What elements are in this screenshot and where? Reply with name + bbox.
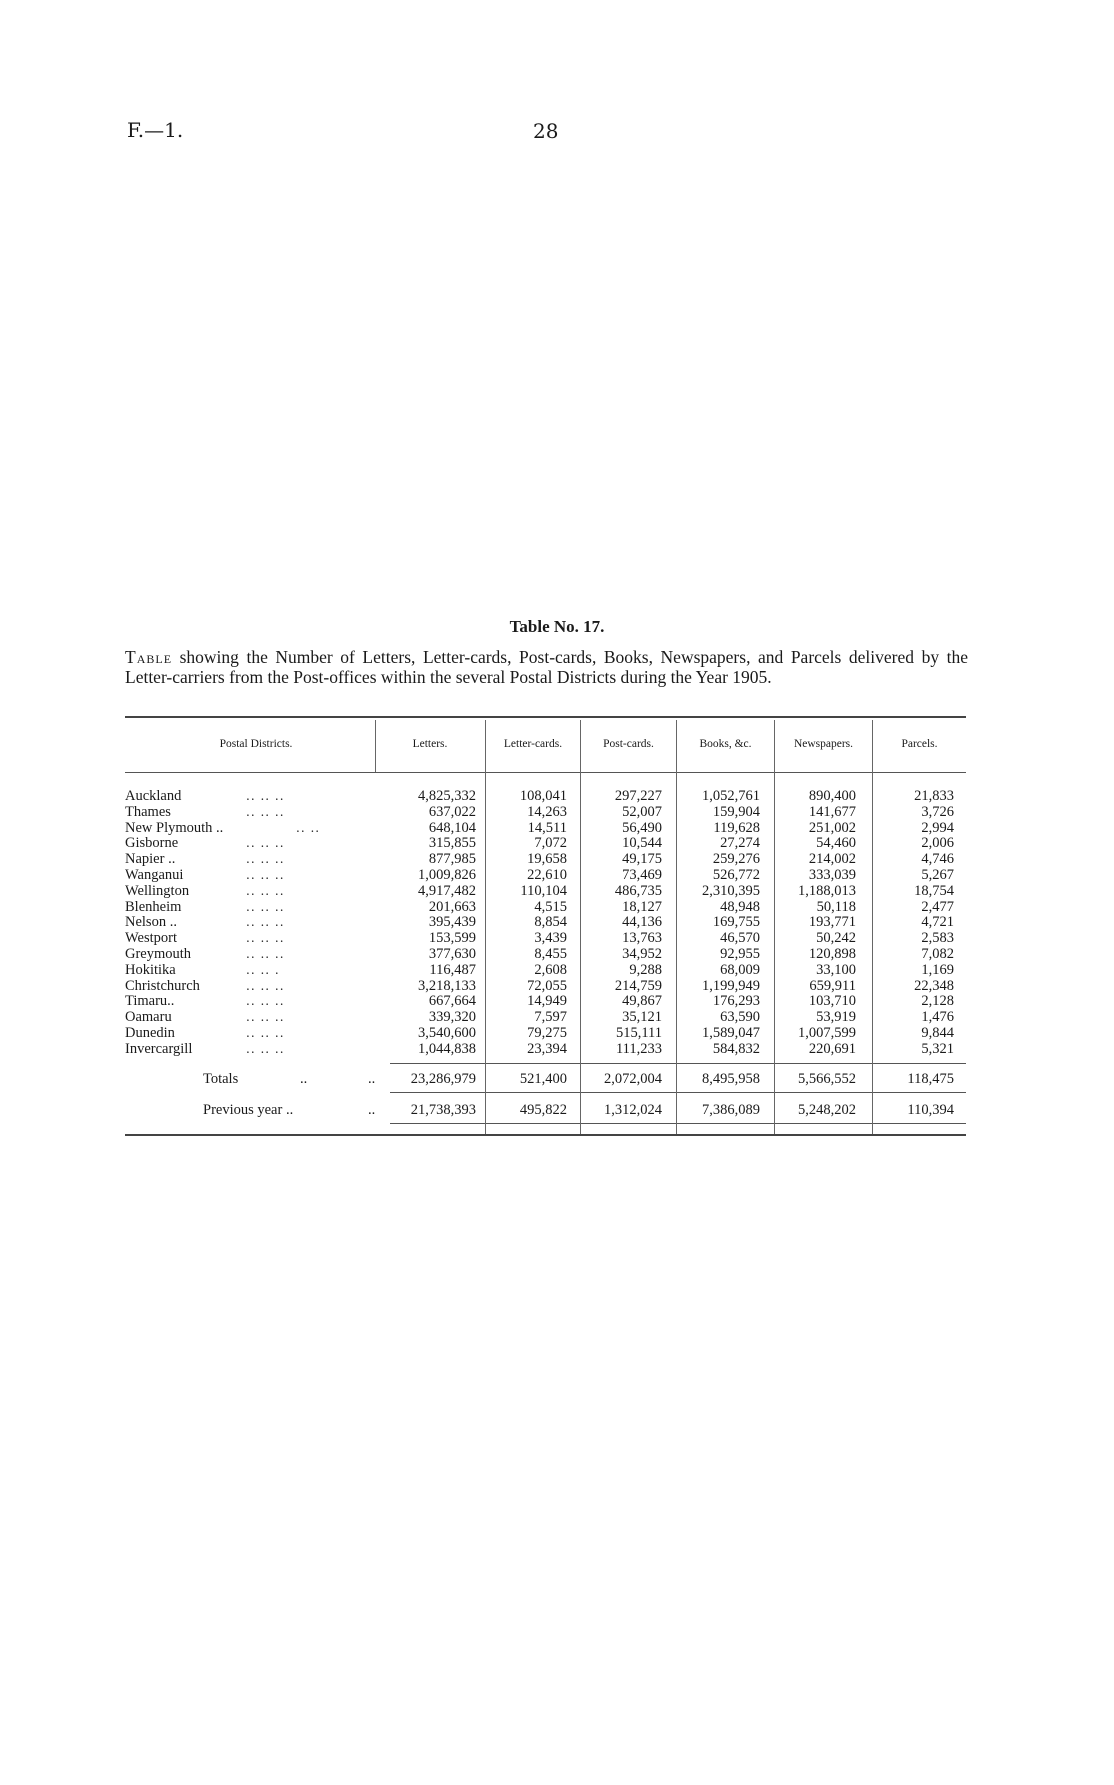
district-name: Dunedin — [125, 1025, 175, 1041]
totals-letters: 23,286,979 — [410, 1071, 476, 1087]
leader-dots: .. .. .. — [246, 868, 285, 882]
post-cards-value: 18,127 — [622, 898, 662, 915]
post-cards-value: 111,233 — [615, 1040, 662, 1057]
parcels-value: 4,746 — [921, 851, 954, 868]
caption-text: showing the Number of Letters, Letter-cards, Post-cards, Books, Newspapers, and Parcels delivered by the Letter-carriers from the Post-offices within the several Postal Districts during the Year 1905. — [125, 647, 969, 687]
books-value: 119,628 — [713, 819, 760, 836]
parcels-value: 3,726 — [921, 803, 954, 820]
table-row — [0, 805, 1114, 821]
table-row — [0, 852, 1114, 868]
leader-dots: .. .. .. — [246, 852, 285, 867]
leader-dots: .. .. .. — [246, 789, 285, 803]
books-value: 159,904 — [712, 803, 760, 820]
page-number: 28 — [533, 119, 559, 143]
parcels-value: 1,476 — [921, 1009, 954, 1026]
newspapers-value: 53,919 — [816, 1009, 856, 1026]
books-value: 48,948 — [720, 898, 760, 915]
district-name: Gisborne — [125, 835, 179, 852]
leader-dots: .. .. . — [246, 962, 280, 977]
books-value: 63,590 — [720, 1009, 760, 1026]
parcels-value: 2,583 — [921, 930, 954, 947]
district-name: Nelson .. — [125, 914, 177, 931]
newspapers-value: 33,100 — [816, 961, 856, 978]
newspapers-value: 214,002 — [808, 851, 856, 868]
leader-dots: .. .. .. — [246, 836, 285, 851]
letters-value: 1,044,838 — [418, 1040, 476, 1057]
letter-cards-value: 14,511 — [527, 819, 567, 836]
leader-dots: .. .. .. — [246, 915, 285, 930]
post-cards-value: 13,763 — [622, 930, 662, 947]
table-row — [0, 915, 1114, 931]
leader-dots: .. .. .. — [246, 804, 285, 819]
letters-value: 637,022 — [428, 803, 476, 820]
letter-cards-value: 7,597 — [534, 1009, 567, 1026]
totals-bottom-rule — [390, 1092, 966, 1093]
leader-dots: .. .. .. — [246, 899, 285, 914]
parcels-value: 9,844 — [921, 1025, 954, 1041]
district-name: New Plymouth .. — [125, 819, 224, 836]
district-name: Christchurch — [125, 977, 200, 994]
parcels-value: 2,477 — [921, 898, 954, 915]
letters-value: 1,009,826 — [418, 867, 476, 883]
district-name: Napier .. — [125, 851, 176, 868]
previous-post-cards: 1,312,024 — [604, 1102, 662, 1118]
parcels-value: 22,348 — [914, 977, 954, 994]
letter-cards-value: 14,949 — [527, 993, 567, 1010]
newspapers-value: 50,242 — [816, 930, 856, 947]
books-value: 68,009 — [720, 961, 760, 978]
post-cards-value: 73,469 — [622, 867, 662, 883]
letter-cards-value: 23,394 — [527, 1040, 567, 1057]
letter-cards-value: 108,041 — [519, 788, 567, 804]
books-value: 259,276 — [712, 851, 760, 868]
post-cards-value: 56,490 — [622, 819, 662, 836]
parcels-value: 21,833 — [914, 788, 954, 804]
newspapers-value: 890,400 — [808, 788, 856, 804]
post-cards-value: 9,288 — [629, 961, 662, 978]
table-caption — [125, 647, 968, 687]
parcels-value: 2,994 — [921, 819, 954, 836]
table-row — [0, 868, 1114, 884]
letter-cards-value: 7,072 — [534, 835, 567, 852]
district-name: Hokitika — [125, 961, 176, 978]
post-cards-value: 486,735 — [614, 882, 662, 899]
post-cards-value: 49,867 — [622, 993, 662, 1010]
district-name: Timaru.. — [125, 993, 175, 1010]
totals-row — [0, 1069, 1114, 1089]
leader-dots: .. .. .. — [246, 1041, 285, 1056]
post-cards-value: 52,007 — [622, 803, 662, 820]
letter-cards-value: 3,439 — [534, 930, 567, 947]
newspapers-value: 333,039 — [808, 867, 856, 883]
letter-cards-value: 79,275 — [527, 1025, 567, 1041]
letter-cards-value: 8,455 — [534, 946, 567, 962]
newspapers-value: 50,118 — [816, 898, 856, 915]
books-value: 176,293 — [712, 993, 760, 1010]
letter-cards-value: 14,263 — [527, 803, 567, 820]
newspapers-value: 1,188,013 — [798, 882, 856, 899]
newspapers-value: 120,898 — [808, 946, 856, 962]
books-value: 526,772 — [712, 867, 760, 883]
column-header-letter-cards: Letter-cards. — [503, 738, 563, 750]
leader-dots: .. .. .. — [246, 947, 285, 961]
letters-value: 3,540,600 — [418, 1025, 476, 1041]
table-row — [0, 994, 1114, 1010]
letters-value: 4,917,482 — [418, 882, 476, 899]
totals-post-cards: 2,072,004 — [604, 1071, 662, 1087]
letters-value: 116,487 — [429, 961, 476, 978]
table-bottom-rule — [125, 1134, 966, 1136]
letters-value: 315,855 — [428, 835, 476, 852]
totals-top-rule — [390, 1063, 966, 1064]
letter-cards-value: 8,854 — [534, 914, 567, 931]
letters-value: 201,663 — [428, 898, 476, 915]
leader-dots: .. .. .. — [246, 883, 285, 898]
books-value: 169,755 — [712, 914, 760, 931]
totals-books: 8,495,958 — [702, 1071, 760, 1087]
post-cards-value: 214,759 — [614, 977, 662, 994]
newspapers-value: 220,691 — [808, 1040, 856, 1057]
letters-value: 395,439 — [428, 914, 476, 931]
books-value: 1,589,047 — [702, 1025, 760, 1041]
books-value: 27,274 — [720, 835, 760, 852]
letter-cards-value: 72,055 — [527, 977, 567, 994]
letter-cards-value: 110,104 — [520, 882, 567, 899]
previous-books: 7,386,089 — [702, 1102, 760, 1118]
leader-dots: .. — [300, 1071, 308, 1087]
leader-dots: .. — [368, 1071, 376, 1087]
letter-cards-value: 19,658 — [527, 851, 567, 868]
caption-lead: Table — [125, 647, 173, 667]
books-value: 1,052,761 — [702, 788, 760, 804]
district-name: Greymouth — [125, 946, 192, 962]
district-name: Oamaru — [125, 1009, 172, 1026]
parcels-value: 1,169 — [921, 961, 954, 978]
letters-value: 377,630 — [428, 946, 476, 962]
letters-value: 648,104 — [428, 819, 476, 836]
district-name: Invercargill — [125, 1040, 193, 1057]
letters-value: 339,320 — [428, 1009, 476, 1026]
previous-parcels: 110,394 — [907, 1102, 954, 1118]
column-header-district: Postal Districts. — [219, 738, 293, 750]
post-cards-value: 297,227 — [614, 788, 662, 804]
parcels-value: 18,754 — [914, 882, 954, 899]
parcels-value: 4,721 — [921, 914, 954, 931]
post-cards-value: 34,952 — [622, 946, 662, 962]
column-header-letters: Letters. — [412, 738, 448, 750]
column-header-books: Books, &c. — [699, 738, 752, 750]
district-name: Wanganui — [125, 867, 184, 883]
district-name: Blenheim — [125, 898, 182, 915]
post-cards-value: 44,136 — [622, 914, 662, 931]
letter-cards-value: 22,610 — [527, 867, 567, 883]
district-name: Auckland — [125, 788, 182, 804]
newspapers-value: 193,771 — [808, 914, 856, 931]
table-row — [0, 1026, 1114, 1042]
table-row — [0, 900, 1114, 916]
previous-letter-cards: 495,822 — [519, 1102, 567, 1118]
post-cards-value: 49,175 — [622, 851, 662, 868]
books-value: 1,199,949 — [702, 977, 760, 994]
letters-value: 667,664 — [428, 993, 476, 1010]
previous-bottom-rule — [390, 1123, 966, 1124]
letter-cards-value: 4,515 — [534, 898, 567, 915]
leader-dots: .. — [368, 1102, 376, 1118]
header-bottom-rule — [125, 772, 966, 773]
newspapers-value: 54,460 — [816, 835, 856, 852]
previous-newspapers: 5,248,202 — [798, 1102, 856, 1118]
books-value: 92,955 — [720, 946, 760, 962]
leader-dots: .. .. .. — [246, 1010, 285, 1025]
table-row — [0, 979, 1114, 995]
table-row — [0, 1042, 1114, 1058]
parcels-value: 5,321 — [921, 1040, 954, 1057]
post-cards-value: 35,121 — [622, 1009, 662, 1026]
newspapers-value: 1,007,599 — [798, 1025, 856, 1041]
leader-dots: .. .. .. — [246, 994, 285, 1009]
totals-letter-cards: 521,400 — [519, 1071, 567, 1087]
column-header-post-cards: Post-cards. — [603, 738, 654, 750]
leader-dots: .. .. — [296, 820, 321, 835]
totals-parcels: 118,475 — [907, 1071, 954, 1087]
totals-label: Totals — [203, 1071, 239, 1087]
previous-year-label: Previous year .. — [203, 1102, 294, 1118]
parcels-value: 7,082 — [921, 946, 954, 962]
table-row — [0, 884, 1114, 900]
district-name: Thames — [125, 803, 171, 820]
totals-newspapers: 5,566,552 — [798, 1071, 856, 1087]
newspapers-value: 251,002 — [808, 819, 856, 836]
books-value: 584,832 — [712, 1040, 760, 1057]
newspapers-value: 103,710 — [808, 993, 856, 1010]
newspapers-value: 141,677 — [808, 803, 856, 820]
post-cards-value: 515,111 — [615, 1025, 662, 1041]
letters-value: 4,825,332 — [418, 788, 476, 804]
letter-cards-value: 2,608 — [534, 961, 567, 978]
post-cards-value: 10,544 — [622, 835, 662, 852]
table-row — [0, 947, 1114, 963]
district-name: Westport — [125, 930, 177, 947]
letters-value: 3,218,133 — [418, 977, 476, 994]
previous-year-row — [0, 1100, 1114, 1120]
leader-dots: .. .. .. — [246, 1026, 285, 1040]
table-row — [0, 821, 1114, 837]
letters-value: 877,985 — [428, 851, 476, 868]
previous-letters: 21,738,393 — [410, 1102, 476, 1118]
table-row — [0, 836, 1114, 852]
table-row — [0, 789, 1114, 805]
table-row — [0, 1010, 1114, 1026]
document-reference: F.—1. — [127, 118, 184, 142]
books-value: 46,570 — [720, 930, 760, 947]
newspapers-value: 659,911 — [809, 977, 856, 994]
parcels-value: 5,267 — [921, 867, 954, 883]
column-header-parcels: Parcels. — [901, 738, 938, 750]
letters-value: 153,599 — [428, 930, 476, 947]
table-title: Table No. 17. — [509, 617, 605, 636]
parcels-value: 2,006 — [921, 835, 954, 852]
district-name: Wellington — [125, 882, 190, 899]
table-row — [0, 963, 1114, 979]
parcels-value: 2,128 — [921, 993, 954, 1010]
table-row — [0, 931, 1114, 947]
leader-dots: .. .. .. — [246, 978, 285, 993]
column-header-newspapers: Newspapers. — [793, 738, 854, 750]
books-value: 2,310,395 — [702, 882, 760, 899]
leader-dots: .. .. .. — [246, 931, 285, 946]
table-top-rule — [125, 716, 966, 718]
